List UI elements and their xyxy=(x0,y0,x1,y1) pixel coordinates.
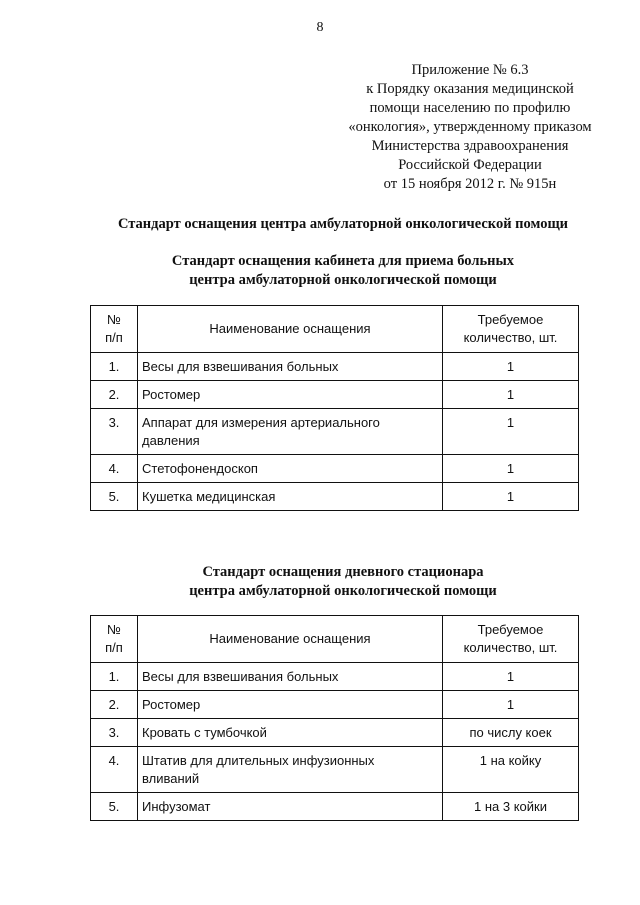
header-number xyxy=(91,616,138,663)
header-quantity-line: Требуемое xyxy=(477,622,544,637)
table-row xyxy=(91,381,579,409)
table-header-row xyxy=(91,306,579,353)
row-name: Кушетка медицинская xyxy=(138,483,443,511)
table-row xyxy=(91,483,579,511)
row-name: Инфузомат xyxy=(138,793,443,821)
row-name-line: давления xyxy=(142,433,200,448)
row-number: 4. xyxy=(91,455,138,483)
header-number-line: № xyxy=(107,622,121,637)
appendix-line: Приложение № 6.3 xyxy=(411,62,529,78)
row-quantity: 1 xyxy=(443,691,579,719)
header-number-line: п/п xyxy=(105,640,123,655)
row-name: Ростомер xyxy=(138,691,443,719)
appendix-line: к Порядку оказания медицинской xyxy=(366,81,574,97)
table-row xyxy=(91,663,579,691)
row-name: Кровать с тумбочкой xyxy=(138,719,443,747)
header-quantity xyxy=(443,306,579,353)
row-quantity: 1 xyxy=(443,353,579,381)
header-number-line: № xyxy=(107,312,121,327)
row-name: Ростомер xyxy=(138,381,443,409)
row-number: 3. xyxy=(91,719,138,747)
table-header-row xyxy=(91,616,579,663)
row-number: 1. xyxy=(91,663,138,691)
row-quantity: 1 xyxy=(443,409,579,455)
row-quantity: по числу коек xyxy=(443,719,579,747)
appendix-line: помощи населению по профилю xyxy=(369,100,571,116)
table-row xyxy=(91,719,579,747)
header-number-line: п/п xyxy=(105,330,123,345)
section-title-cabinet xyxy=(0,252,640,290)
table-row xyxy=(91,409,579,455)
section-title-line: центра амбулаторной онкологической помощи xyxy=(189,272,497,288)
row-name: Весы для взвешивания больных xyxy=(138,663,443,691)
row-quantity: 1 xyxy=(443,663,579,691)
header-quantity-line: Требуемое xyxy=(477,312,544,327)
section-title-line: центра амбулаторной онкологической помощи xyxy=(189,583,497,599)
row-number: 1. xyxy=(91,353,138,381)
appendix-line: «онкология», утвержденному приказом xyxy=(348,119,592,135)
table-row xyxy=(91,353,579,381)
equipment-table-cabinet xyxy=(90,305,579,511)
row-quantity: 1 xyxy=(443,483,579,511)
row-number: 2. xyxy=(91,691,138,719)
section-title-line: Стандарт оснащения дневного стационара xyxy=(202,564,484,580)
appendix-header xyxy=(340,61,600,194)
section-title-day-hospital xyxy=(0,563,640,601)
header-number xyxy=(91,306,138,353)
page-number: 8 xyxy=(316,20,324,35)
header-name: Наименование оснащения xyxy=(138,306,443,353)
row-name: Стетофонендоскоп xyxy=(138,455,443,483)
appendix-line: Министерства здравоохранения xyxy=(371,138,569,154)
row-name-line: Аппарат для измерения артериального xyxy=(142,415,380,430)
row-quantity: 1 xyxy=(443,381,579,409)
row-quantity: 1 на койку xyxy=(443,747,579,793)
row-name xyxy=(138,409,443,455)
row-quantity: 1 на 3 койки xyxy=(443,793,579,821)
table-row xyxy=(91,455,579,483)
row-name-line: Штатив для длительных инфузионных xyxy=(142,753,375,768)
appendix-line: Российской Федерации xyxy=(398,157,542,173)
table-row xyxy=(91,747,579,793)
row-number: 3. xyxy=(91,409,138,455)
table-row xyxy=(91,691,579,719)
header-quantity-line: количество, шт. xyxy=(463,640,558,655)
row-quantity: 1 xyxy=(443,455,579,483)
header-quantity-line: количество, шт. xyxy=(463,330,558,345)
equipment-table-day-hospital xyxy=(90,615,579,821)
main-title: Стандарт оснащения центра амбулаторной онкологической помощи xyxy=(117,216,569,232)
row-name: Весы для взвешивания больных xyxy=(138,353,443,381)
row-number: 2. xyxy=(91,381,138,409)
table-row xyxy=(91,793,579,821)
row-number: 4. xyxy=(91,747,138,793)
row-number: 5. xyxy=(91,483,138,511)
header-quantity xyxy=(443,616,579,663)
appendix-line: от 15 ноября 2012 г. № 915н xyxy=(383,176,557,192)
row-number: 5. xyxy=(91,793,138,821)
row-name xyxy=(138,747,443,793)
row-name-line: вливаний xyxy=(142,771,200,786)
section-title-line: Стандарт оснащения кабинета для приема больных xyxy=(171,253,515,269)
header-name: Наименование оснащения xyxy=(138,616,443,663)
